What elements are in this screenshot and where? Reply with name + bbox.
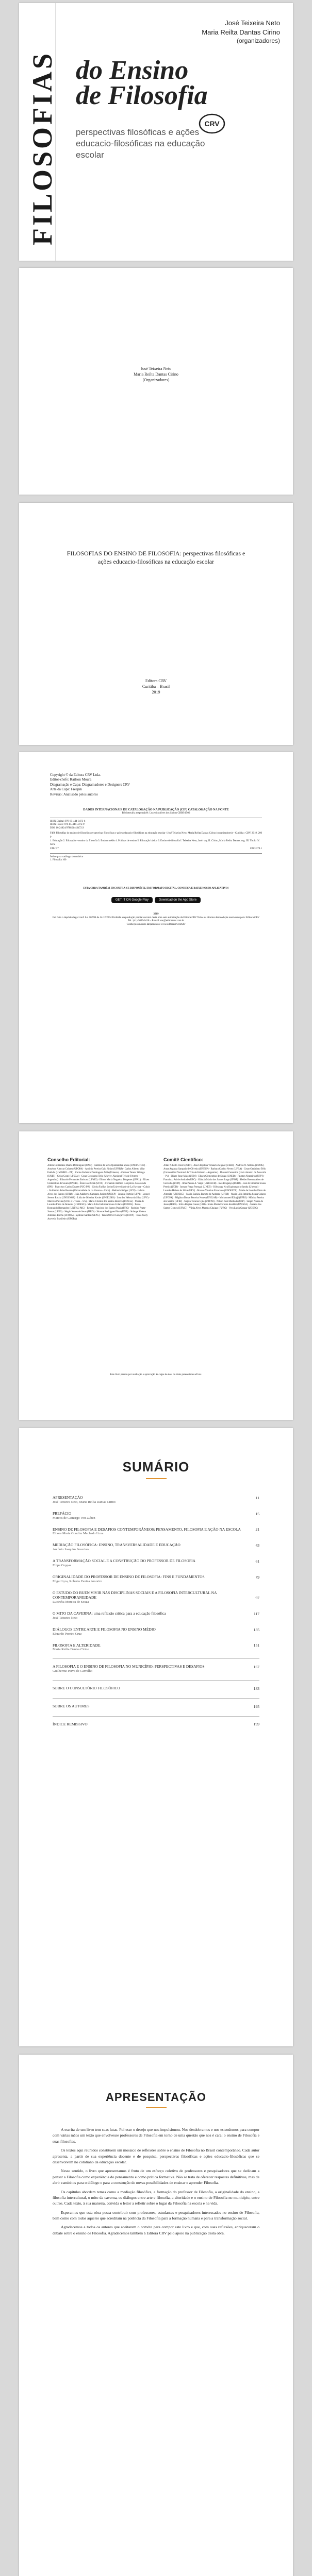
summary-entry-page: 183 <box>253 1686 259 1691</box>
copyright-line-3: Diagramação e Capa: Diagramadores e Designers CRV <box>50 782 130 787</box>
summary-entry-page: 195 <box>253 1704 259 1709</box>
summary-entry-title: MEDIAÇÃO FILOSÓFICA: ENSINO, TRANSVERSALIDADE E EDUCAÇÃO <box>53 1543 180 1548</box>
peer-review-note: Este livro passou por avaliação e aprovação às cegas de dois ou mais pareceristas ad hoc. <box>110 1374 202 1376</box>
presentation-paragraph: Os capítulos abordam temas como a mediação filosófica, a formação do professor de Filosofia, a originalidade do ensino, a filosofia intercultural, o mito da caverna, os diálogos entre arte e filosofia, a alteridade e o ensino de Filosofia no município, entre outros. Cada texto, à sua maneira, convida o leitor a refletir sobre o lugar da Filosofia na escola e na vida. <box>53 2189 259 2206</box>
summary-entry-author: Eduardo Pereira Cruz <box>53 1632 82 1636</box>
app-promo-title: ESTA OBRA TAMBÉM ENCONTRA-SE DISPONÍVEL EM FORMATO DIGITAL. CONHEÇA E BAIXE NOSSO APLICATIVO! <box>83 887 229 890</box>
legal-deposit-block <box>50 913 262 926</box>
presentation-heading-rule <box>146 2107 167 2108</box>
title-page-publisher: Editora CRV <box>145 679 167 683</box>
summary-entry-page: 167 <box>253 1665 259 1669</box>
summary-entry-author: Maria Reilta Dantas Cirino <box>53 1648 89 1652</box>
half-title-author-1: José Teixeira Neto <box>140 366 172 371</box>
copyright-line-4: Arte da Capa: Freepik <box>50 787 83 792</box>
publisher-logo-text: CRV <box>204 120 220 128</box>
summary-entry[interactable] <box>53 1664 259 1673</box>
app-promo-block <box>81 887 231 903</box>
summary-entry-page: 117 <box>254 1611 259 1616</box>
summary-page <box>19 1428 293 2046</box>
title-page-imprint <box>19 678 293 696</box>
presentation-paragraph: Esperamos que esta obra possa contribuir com professores, estudantes e pesquisadores interessados no ensino de Filosofia, bem como com todos aqueles que acreditam na potência da Filosofia para a formação humana e para a transformação social. <box>53 2210 259 2221</box>
cover-title <box>76 58 208 109</box>
title-page <box>19 503 293 745</box>
presentation-paragraph: A escrita de um livro tem suas lutas. Foi esse o desejo que nos impulsionou. Nos desdobramos e nos estendemos para compor com várias mãos um texto que envolvesse professores de Filosofia em torno de uma questão que nos é cara: o ensino de Filosofia e suas filosofias. <box>53 2127 259 2144</box>
summary-entry-title: A TRANSFORMAÇÃO SOCIAL E A CONSTRUÇÃO DO PROFESSOR DE FILOSOFIA <box>53 1558 195 1563</box>
copyright-line-2: Editor-chefe: Railson Moura <box>50 777 92 782</box>
presentation-paragraph: Nesse sentido, o livro que apresentamos é fruto de um esforço coletivo de professores e pesquisadores que se dedicam a pensar a Filosofia como experiência do pensamento e como prática formativa. Não se trata de oferecer respostas definitivas, mas de abrir caminhos para o diálogo e para a construção de novas possibilidades de ensinar e aprender Filosofia. <box>53 2168 259 2185</box>
summary-heading: SUMÁRIO <box>122 1459 190 1475</box>
summary-entry-page: 97 <box>255 1596 259 1600</box>
summary-entry[interactable] <box>53 1527 259 1536</box>
summary-entry-author: Lucinéia Moreira de Souza <box>53 1600 89 1604</box>
summary-entry[interactable] <box>53 1722 259 1727</box>
summary-entry[interactable] <box>53 1543 259 1551</box>
cover-spine-title: FILOSOFIAS <box>27 50 58 245</box>
cip-index-title: Índice para catálogo sistemático <box>50 855 84 858</box>
summary-entry[interactable] <box>53 1574 259 1583</box>
copyright-line-1: Copyright © da Editora CRV Ltda. <box>50 773 101 777</box>
presentation-page <box>19 2055 293 2576</box>
cip-cdu: CDU 37 <box>50 848 59 851</box>
summary-entry-author: Antônio Joaquim Severino <box>53 1548 89 1551</box>
summary-entry-page: 79 <box>255 1574 259 1580</box>
copyright-line-5: Revisão: Analisado pelos autores <box>50 792 98 796</box>
cip-codes <box>50 848 262 851</box>
cover-author-2: Maria Reilta Dantas Cirino <box>202 28 280 36</box>
summary-entry-page: 135 <box>253 1627 259 1632</box>
summary-divider <box>53 1658 259 1659</box>
scientific-committee-list: Altair Alberto Fávero (UPF) · Ana Chrystina Venancio Mignot (UERJ) · Andréia N. Militão (UEMS) · Anna Augusta Sampaio de Oliveira (UNESP) · Barbara Coelho Neves (UFBA) · Cesar Gerónimo Tello (Universidad Nacional de Três de Febrero – Argentina) · Diosnel Centurion (Univ Americ. de Asunción – Py) · Eliane Rose Maio (UEM) · Elizeu Clementino de Souza (UNEB) · Fauston Negreiros (UFPI) · Francisco Ari de Andrade (UFC) · Gláucia Maria dos Santos Jorge (UFOP) · Helder Buenos Aires de Carvalho (UFPI) · Ilma Passos A. Veiga (UNICEUB) · Inês Bragança (UERJ) · José de Ribamar Sousa Pereira (UCB) · Jussara Fraga Portugal (UNEB) · Kilwangy Kya Kapitango-a-Samba (Unemat) · Lourdes Helena da Silva (UFV) · Marcos Vinicius Francisco (UNOESTE) · Maria de Lourdes Pinto de Almeida (UNOESC) · Maria Eurácia Barreto de Andrade (UFRB) · Maria Lília Imbiriba Sousa Colares (UFOPA) · Míghian Danae Ferreira Nunes (UNILAB) · Mohammed Elhajji (UFRJ) · Mônica Pereira dos Santos (UFRJ) · Najela Tavares Ujiie (UTFPR) · Nilson José Machado (USP) · Sérgio Nunes de Jesus (IFRO) · Silvia Regina Canan (URI) · Sonia Maria Ferreira Koehler (UNISAL) · Suzana dos Santos Gomes (UFMG) · Vânia Alves Martins Chaigar (FURG) · Vera Lucia Gaspar (UDESC) <box>163 1164 267 1210</box>
summary-entry-title: SOBRE OS AUTORES <box>53 1703 90 1708</box>
cip-isbn-digital: ISBN Físico: 978-85-444-3472-9 <box>50 823 85 826</box>
half-title-role: (Organizadores) <box>142 378 170 383</box>
cover-author-1: José Teixeira Neto <box>225 19 280 27</box>
title-page-title: FILOSOFIAS DO ENSINO DE FILOSOFIA: perspectivas filosóficas e ações educacio-filosóficas na educação escolar <box>67 550 245 566</box>
summary-entry-title: ORIGINALIDADE DO PROFESSOR DE ENSINO DE FILOSOFIA: FINS E FUNDAMENTOS <box>53 1574 205 1579</box>
cip-block <box>50 808 262 862</box>
summary-entry[interactable] <box>53 1495 259 1504</box>
scientific-committee-title: Comitê Científico: <box>163 1157 204 1162</box>
summary-entry-title: DIÁLOGOS ENTRE ARTE E FILOSOFIA NO ENSINO MÉDIO <box>53 1626 156 1632</box>
google-play-badge[interactable]: GET IT ON Google Play <box>111 897 153 903</box>
summary-entry-page: 43 <box>255 1543 259 1548</box>
summary-entry-title: SOBRE O CONSULTÓRIO FILOSÓFICO <box>53 1686 120 1690</box>
summary-entry-title: APRESENTAÇÃO <box>53 1495 83 1500</box>
half-title-author-2: Maria Reilta Dantas Cirino <box>134 372 178 377</box>
app-badges <box>81 894 231 903</box>
cip-isbn-print: ISBN Digital: 978-85-444-3473-6 <box>50 820 86 823</box>
summary-heading-block <box>19 1459 293 1479</box>
summary-entry-author: Guilherme Paiva de Carvalho <box>53 1669 93 1673</box>
summary-entry-author: Filipe Ceppas <box>53 1563 71 1567</box>
cover-title-line-1: do Ensino <box>76 56 189 85</box>
presentation-paragraph: Os textos aqui reunidos constituem um mosaico de reflexões sobre o ensino de Filosofia no Brasil contemporâneo. Cada autor apresenta, a partir de sua experiência docente e de pesquisa, perspectivas filosóficas e ações educacio-filosóficas que se desenvolvem no cotidiano da educação escolar. <box>53 2148 259 2164</box>
title-page-city: Curitiba – Brasil <box>142 684 170 689</box>
cip-cdd: CDD 370.1 <box>250 848 262 851</box>
editorial-council-list: Aldira Guimarães Duarte Domínguez (UNB) · Andréia da Silva Quintanilha Sousa (UNIR/UFRN) · Anselmo Alencar Colares (UFOPA) · Antônio Pereira Gaio Júnior (UFRRJ) · Carlos Alberto Vilar Estêvão (UMINHO – PT) · Carlos Federico Dominguez Avila (Unieuro) · Carmen Tereza Velanga (UNIR) · Celso Conti (UFSCar) · Cesar Gerónimo Tello (Univer .Nacional Três de Febrero – Argentina) · Eduardo Fernandes Barbosa (UFMG) · Elione Maria Nogueira Diogenes (UFAL) · Elizeu Clementino de Souza (UNEB) · Élsio José Corá (UFFS) · Fernando Antônio Gonçalves Alcoforado (IPB) · Francisco Carlos Duarte (PUC-PR) · Gloria Fariñas León (Universidade de La Havana – Cuba) · Guillermo Arias Beatón (Universidade de La Havana – Cuba) · Helmuth Krüger (UCP) · Jailson Alves dos Santos (UFRJ) · João Adalberto Campato Junior (UNESP) · Josania Portela (UFPI) · Leonel Severo Rocha (UNISINOS) · Lídia de Oliveira Xavier (UNIEURO) · Lourdes Helena da Silva (UFV) · Marcelo Paixão (UFRJ e UTexas – US) · Maria Cristina dos Santos Bezerra (UFSCar) · Maria de Lourdes Pinto de Almeida (UNOESC) · Maria Lília Imbiriba Sousa Colares (UFOPA) · Paulo Romualdo Hernandes (UNIFAL-MG) · Renato Francisco dos Santos Paula (UFG) · Rodrigo Pratte-Santos (UFES) · Sérgio Nunes de Jesus (IFRO) · Simone Rodrigues Pinto (UNB) · Solange Helena Ximenes-Rocha (UFOPA) · Sydione Santos (UEPG) · Tadeu Oliver Gonçalves (UFPA) · Tania Suely Azevedo Brasileiro (UFOPA) <box>47 1164 150 1221</box>
copyright-credits <box>50 773 262 797</box>
summary-entry-author: José Teixeira Neto, Maria Reilta Dantas Cirino <box>53 1500 116 1504</box>
summary-entry-title: PREFÁCIO <box>53 1511 72 1516</box>
summary-entry-author: José Teixeira Neto <box>53 1616 78 1620</box>
book-cover-page <box>19 3 293 261</box>
summary-entry-title: ENSINO DE FILOSOFIA E DESAFIOS CONTEMPORÂNEOS: PENSAMENTO, FILOSOFIA E AÇÃO NA ESCOLA <box>53 1527 241 1532</box>
title-page-year: 2019 <box>152 690 160 695</box>
summary-divider <box>53 1716 259 1717</box>
summary-entry-title: O ESTUDO DO BUEN VIVIR NAS DISCIPLINAS SOCIAIS E A FILOSOFIA INTERCULTURAL NA CONTEMPORANEIDADE <box>53 1590 217 1600</box>
editorial-council-page <box>19 1131 293 1420</box>
legal-year: 2019 <box>153 913 159 916</box>
cover-title-line-2: de Filosofia <box>76 81 208 111</box>
cip-body: F486 Filosofias do ensino de filosofia: perspectivas filosóficas e ações educacio-filosóficas na educação escolar / José Teixeira Neto, Maria Reilta Dantas Cirino (organizadores) – Curitiba : CRV, 2019. 200 p. <box>50 832 262 838</box>
summary-entry-page: 199 <box>253 1722 259 1727</box>
cover-subtitle: perspectivas filosóficas e ações educacio-filosóficas na educação escolar <box>76 127 205 160</box>
summary-entry-page: 151 <box>253 1643 259 1648</box>
summary-entry-page: 21 <box>255 1527 259 1532</box>
summary-entry-title: A FILOSOFIA E O ENSINO DE FILOSOFIA NO MUNICÍPIO: PERSPECTIVAS E DESAFIOS <box>53 1664 205 1669</box>
presentation-paragraph: Agradecemos a todos os autores que aceitaram o convite para compor este livro e que, com suas reflexões, enriqueceram o debate sobre o ensino de Filosofia. Agradecemos também à Editora CRV pelo apoio na publicação desta obra. <box>53 2225 259 2235</box>
publisher-site[interactable]: Conheça os nossos lançamentos: www.editoracrv.com.br <box>126 923 186 926</box>
summary-divider <box>53 1698 259 1699</box>
presentation-heading: APRESENTAÇÃO <box>106 2091 206 2104</box>
cover-authors <box>167 19 280 45</box>
cip-subjects: 1. Educação 2. Educação – ensino da filosofia 3. Ensino médio 4. Práticas de ensino 5. Educação básica 6. Ensino de filosofia I. Teixeira Neto, José. org. II. Cirino, Maria Reilta Dantas. org. III. Título IV. Série <box>50 840 260 846</box>
cip-doi: DOI: 10.24824/978854443472.9 <box>50 826 84 829</box>
summary-entry-title: ÍNDICE REMISSIVO <box>53 1721 88 1726</box>
presentation-heading-block <box>19 2091 293 2108</box>
summary-entry-author: Marcos de Camargo Von Zuben <box>53 1516 95 1520</box>
legal-body: Foi feito o depósito legal conf. Lei 10.994 de 14/12/2004 Proibida a reprodução parcial ou total desta obra sem autorização da Editora CRV Todos os direitos desta edição reservados pela: Editora CRV <box>53 916 259 919</box>
summary-entry-page: 61 <box>255 1558 259 1564</box>
summary-entry[interactable] <box>53 1590 259 1604</box>
cip-index-item: 1. Filosofia 100 <box>50 859 67 862</box>
summary-list <box>53 1495 259 1734</box>
summary-entry[interactable] <box>53 1511 259 1520</box>
summary-divider <box>53 1680 259 1681</box>
half-title-authors <box>19 366 293 383</box>
summary-entry-author: Edgar Lyra, Roberta Zanina Amorim <box>53 1579 102 1583</box>
summary-entry-title: FILOSOFIA E ALTERIDADE <box>53 1642 101 1648</box>
cip-title: DADOS INTERNACIONAIS DE CATALOGAÇÃO NA PUBLICAÇÃO (CIP) CATALOGAÇÃO NA FONTE <box>83 808 229 811</box>
cover-authors-role: (organizadores) <box>236 37 280 45</box>
copyright-page <box>19 752 293 1123</box>
cover-spine <box>19 3 56 261</box>
summary-entry-page: 11 <box>255 1495 259 1500</box>
publisher-contact: Tel.: (41) 3039-6418 – E-mail: sac@editoracrv.com.br <box>128 920 184 922</box>
summary-entry[interactable] <box>53 1611 259 1620</box>
cip-librarian: Bibliotecária responsável: Luzenira Alves dos Santos CRB9/1506 <box>122 812 190 815</box>
summary-entry[interactable] <box>53 1686 259 1691</box>
summary-entry-title: O MITO DA CAVERNA: uma reflexão crítica para a educação filosófica <box>53 1611 166 1616</box>
half-title-page <box>19 268 293 495</box>
editorial-council-title: Conselho Editorial: <box>47 1157 90 1162</box>
summary-heading-rule <box>146 1478 167 1479</box>
summary-entry[interactable] <box>53 1704 259 1709</box>
summary-entry-page: 15 <box>255 1511 259 1516</box>
summary-entry-author: Elnora Maria Gondim Machado Lima <box>53 1532 104 1536</box>
app-store-badge[interactable]: Download on the App Store <box>155 897 201 903</box>
summary-entry[interactable] <box>53 1558 259 1567</box>
summary-entry[interactable] <box>53 1627 259 1636</box>
summary-entry[interactable] <box>53 1643 259 1652</box>
presentation-body <box>53 2127 259 2239</box>
editorial-council-column <box>47 1157 151 1222</box>
scientific-committee-column <box>163 1157 267 1211</box>
